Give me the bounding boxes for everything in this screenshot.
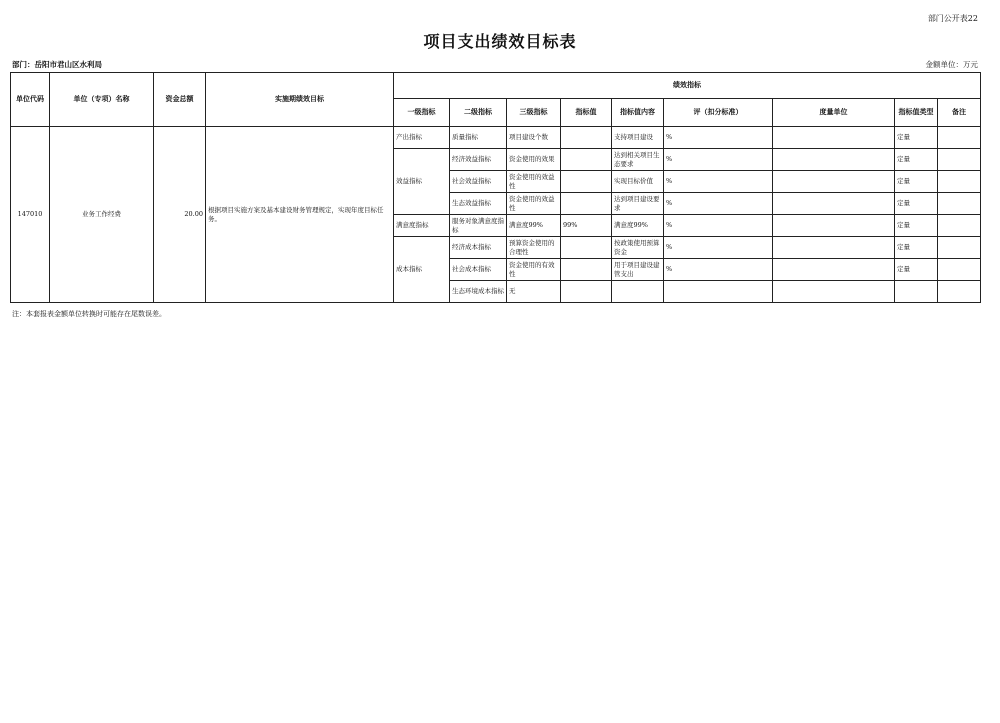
- value-type-cell: 定量: [895, 127, 938, 149]
- header-indicators-group: 绩效指标: [394, 73, 981, 99]
- level2-cell: 经济效益指标: [450, 149, 507, 171]
- scoring-cell: %: [664, 127, 773, 149]
- level3-cell: 资金使用的效益性: [507, 171, 561, 193]
- header-value-type: 指标值类型: [895, 99, 938, 127]
- header-value-content: 指标值内容: [612, 99, 664, 127]
- header-level1: 一级指标: [394, 99, 450, 127]
- value-type-cell: 定量: [895, 193, 938, 215]
- header-unit-code: 单位代码: [11, 73, 50, 127]
- value-cell: [561, 237, 612, 259]
- value-content-cell: [612, 281, 664, 303]
- level3-cell: 资金使用的有效性: [507, 259, 561, 281]
- footnote: 注：本套报表金额单位转换时可能存在尾数误差。: [12, 310, 166, 318]
- header-unit-name: 单位（专项）名称: [50, 73, 154, 127]
- level3-cell: 预算资金使用的合理性: [507, 237, 561, 259]
- remarks-cell: [938, 259, 981, 281]
- measure-unit-cell: [773, 193, 895, 215]
- amount-unit-label: 金额单位：万元: [925, 60, 978, 69]
- measure-unit-cell: [773, 237, 895, 259]
- scoring-cell: [664, 281, 773, 303]
- value-type-cell: [895, 281, 938, 303]
- measure-unit-cell: [773, 171, 895, 193]
- level1-satisfaction: 满意度指标: [394, 215, 450, 237]
- measure-unit-cell: [773, 281, 895, 303]
- level2-cell: 服务对象满意度指标: [450, 215, 507, 237]
- scoring-cell: %: [664, 237, 773, 259]
- value-type-cell: 定量: [895, 171, 938, 193]
- remarks-cell: [938, 149, 981, 171]
- remarks-cell: [938, 215, 981, 237]
- remarks-cell: [938, 127, 981, 149]
- value-cell: [561, 193, 612, 215]
- level2-cell: 生态效益指标: [450, 193, 507, 215]
- level2-cell: 经济成本指标: [450, 237, 507, 259]
- project-amount: 20.00: [154, 127, 206, 303]
- value-type-cell: 定量: [895, 149, 938, 171]
- scoring-cell: %: [664, 259, 773, 281]
- level1-output: 产出指标: [394, 127, 450, 149]
- table-row: [11, 127, 981, 149]
- remarks-cell: [938, 171, 981, 193]
- value-content-cell: 达到项目建设要求: [612, 193, 664, 215]
- remarks-cell: [938, 281, 981, 303]
- table-number-label: 部门公开表22: [927, 14, 978, 23]
- header-remarks: 备注: [938, 99, 981, 127]
- value-cell: 99%: [561, 215, 612, 237]
- project-goal: 根据项目实施方案及基本建设财务管理规定，实现年度目标任务。: [206, 127, 394, 303]
- value-content-cell: 按政策使用预算资金: [612, 237, 664, 259]
- level2-cell: 生态环境成本指标: [450, 281, 507, 303]
- level1-benefit: 效益指标: [394, 149, 450, 215]
- header-total-funds: 资金总额: [154, 73, 206, 127]
- level3-cell: 满意度99%: [507, 215, 561, 237]
- project-code: 147010: [11, 127, 50, 303]
- remarks-cell: [938, 193, 981, 215]
- value-type-cell: 定量: [895, 215, 938, 237]
- level3-cell: 无: [507, 281, 561, 303]
- value-content-cell: 满意度99%: [612, 215, 664, 237]
- value-type-cell: 定量: [895, 237, 938, 259]
- scoring-cell: %: [664, 171, 773, 193]
- level2-cell: 质量指标: [450, 127, 507, 149]
- value-cell: [561, 259, 612, 281]
- level1-cost: 成本指标: [394, 237, 450, 303]
- value-cell: [561, 127, 612, 149]
- measure-unit-cell: [773, 259, 895, 281]
- measure-unit-cell: [773, 215, 895, 237]
- level2-cell: 社会效益指标: [450, 171, 507, 193]
- value-cell: [561, 281, 612, 303]
- page-title: 项目支出绩效目标表: [423, 32, 577, 51]
- value-cell: [561, 171, 612, 193]
- header-value: 指标值: [561, 99, 612, 127]
- remarks-cell: [938, 237, 981, 259]
- header-level2: 二级指标: [450, 99, 507, 127]
- department-label: 部门：岳阳市君山区水利局: [12, 60, 102, 69]
- header-measure-unit: 度量单位: [773, 99, 895, 127]
- value-content-cell: 实现目标价值: [612, 171, 664, 193]
- level3-cell: 资金使用的效益性: [507, 193, 561, 215]
- level3-cell: 资金使用的效果: [507, 149, 561, 171]
- project-name: 业务工作经费: [50, 127, 154, 303]
- header-level3: 三级指标: [507, 99, 561, 127]
- scoring-cell: %: [664, 215, 773, 237]
- level2-cell: 社会成本指标: [450, 259, 507, 281]
- level3-cell: 项目建设个数: [507, 127, 561, 149]
- value-content-cell: 用于项目建设建管支出: [612, 259, 664, 281]
- header-row: [11, 73, 981, 99]
- header-goal: 实施期绩效目标: [206, 73, 394, 127]
- header-scoring: 评（扣分标准）: [664, 99, 773, 127]
- value-content-cell: 达到相关项目生态要求: [612, 149, 664, 171]
- value-content-cell: 支持项目建设: [612, 127, 664, 149]
- scoring-cell: %: [664, 149, 773, 171]
- performance-table: [10, 72, 981, 303]
- scoring-cell: %: [664, 193, 773, 215]
- measure-unit-cell: [773, 149, 895, 171]
- measure-unit-cell: [773, 127, 895, 149]
- value-cell: [561, 149, 612, 171]
- value-type-cell: 定量: [895, 259, 938, 281]
